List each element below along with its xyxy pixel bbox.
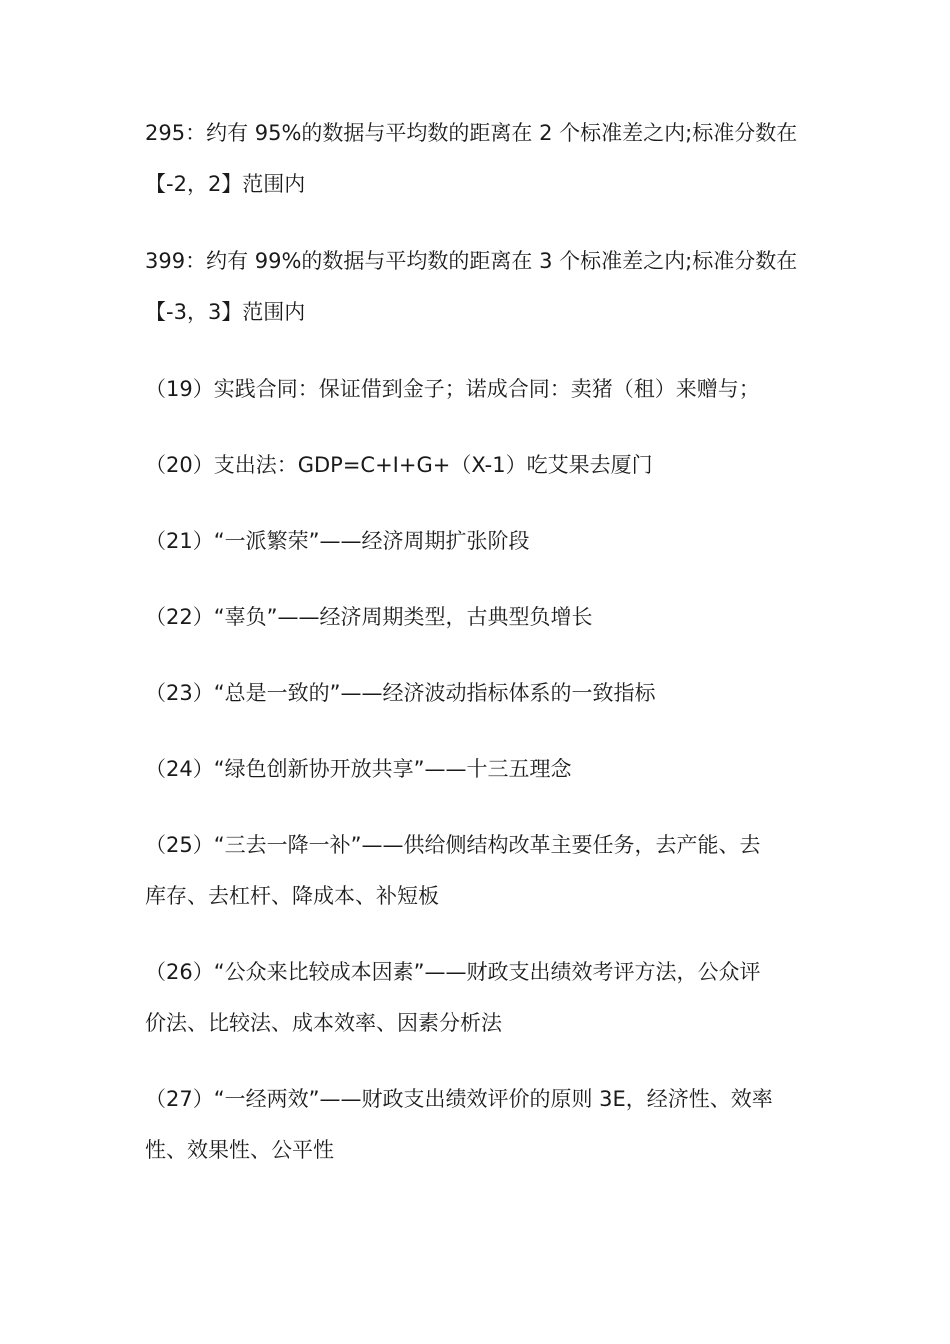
paragraph-27 <box>145 1074 810 1176</box>
paragraph-line: （23）“总是一致的”——经济波动指标体系的一致指标 <box>145 681 656 705</box>
paragraph-line: （19）实践合同：保证借到金子；诺成合同：卖猪（租）来赠与； <box>145 377 760 401</box>
paragraph-line: （20）支出法：GDP=C+I+G+（X-1）吃艾果去厦门 <box>145 453 653 477</box>
paragraph-line: 399：约有 99%的数据与平均数的距离在 3 个标准差之内;标准分数在 <box>145 249 798 273</box>
paragraph-line: 价法、比较法、成本效率、因素分析法 <box>145 1011 502 1035</box>
paragraph-26 <box>145 947 810 1049</box>
paragraph-line: （26）“公众来比较成本因素”——财政支出绩效考评方法，公众评 <box>145 960 761 984</box>
paragraph-line: 295：约有 95%的数据与平均数的距离在 2 个标准差之内;标准分数在 <box>145 121 798 145</box>
paragraph-line: （24）“绿色创新协开放共享”——十三五理念 <box>145 757 572 781</box>
paragraph-21 <box>145 516 810 567</box>
paragraph-24 <box>145 744 810 795</box>
paragraph-22 <box>145 592 810 643</box>
paragraph-line: （21）“一派繁荣”——经济周期扩张阶段 <box>145 529 530 553</box>
paragraph-line: 【-3，3】范围内 <box>145 300 306 324</box>
paragraph-399 <box>145 236 810 338</box>
paragraph-19 <box>145 364 810 415</box>
paragraph-line: 库存、去杠杆、降成本、补短板 <box>145 884 439 908</box>
paragraph-23 <box>145 668 810 719</box>
paragraph-line: （27）“一经两效”——财政支出绩效评价的原则 3E，经济性、效率 <box>145 1087 773 1111</box>
paragraph-20 <box>145 440 810 491</box>
paragraph-295 <box>145 108 810 210</box>
paragraph-line: （25）“三去一降一补”——供给侧结构改革主要任务，去产能、去 <box>145 833 761 857</box>
paragraph-line: 性、效果性、公平性 <box>145 1138 334 1162</box>
paragraph-line: （22）“辜负”——经济周期类型，古典型负增长 <box>145 605 593 629</box>
paragraph-25 <box>145 820 810 922</box>
paragraph-line: 【-2，2】范围内 <box>145 172 306 196</box>
